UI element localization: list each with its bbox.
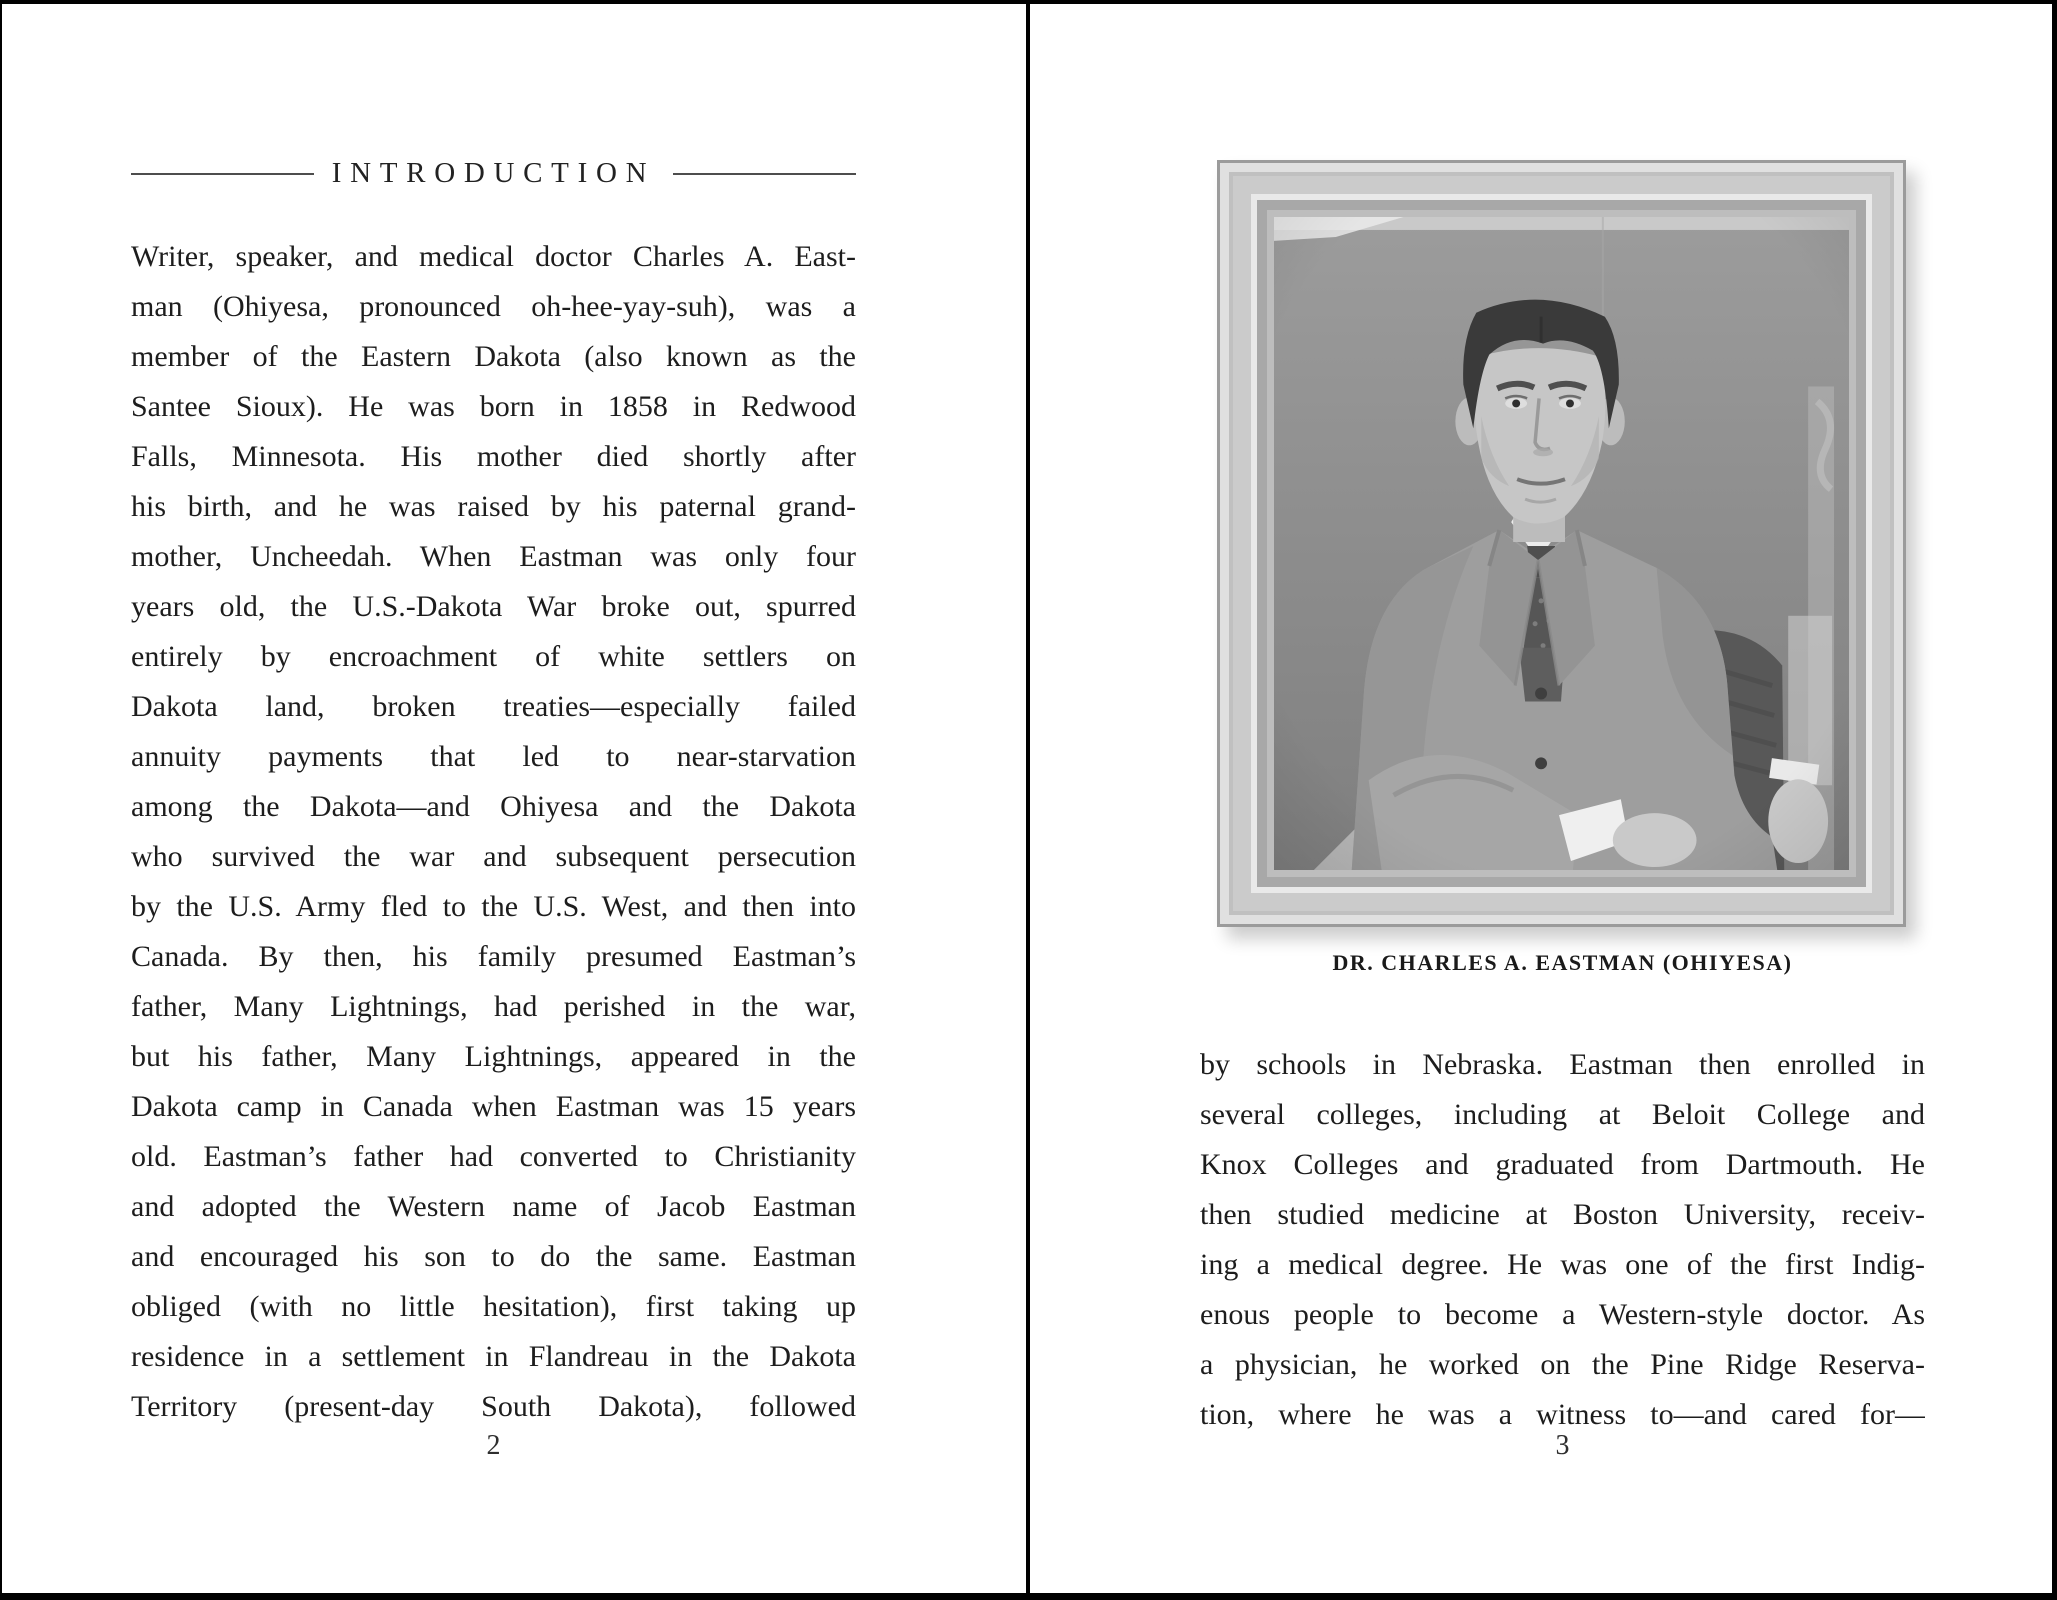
text-line: old. Eastman’s father had converted to Christianity: [131, 1140, 856, 1173]
portrait-caption: DR. CHARLES A. EASTMAN (OHIYESA): [1332, 950, 1793, 975]
text-line: a physician, he worked on the Pine Ridge Reserva-: [1200, 1348, 1925, 1381]
text-line: annuity payments that led to near-starvation: [131, 740, 856, 773]
screen-border-left: [0, 0, 2, 1600]
page-divider: [1026, 0, 1030, 1600]
text-line: then studied medicine at Boston University, receiv-: [1200, 1198, 1925, 1231]
portrait-photo: [1274, 217, 1849, 870]
text-line: Falls, Minnesota. His mother died shortly after: [131, 440, 856, 473]
text-line: among the Dakota—and Ohiyesa and the Dakota: [131, 790, 856, 823]
text-line: several colleges, including at Beloit College and: [1200, 1098, 1925, 1131]
picture-frame: [1217, 160, 1906, 927]
text-line: but his father, Many Lightnings, appeared in the: [131, 1040, 856, 1073]
body-text-right: [1200, 1040, 1925, 1440]
chapter-title: INTRODUCTION: [331, 156, 656, 189]
text-line: member of the Eastern Dakota (also known as the: [131, 340, 856, 373]
heading-rule-right: [673, 173, 856, 175]
text-line: entirely by encroachment of white settlers on: [131, 640, 856, 673]
page-number-left: 2: [486, 1430, 501, 1461]
text-line: ing a medical degree. He was one of the first Indig-: [1200, 1248, 1925, 1281]
text-line: Santee Sioux). He was born in 1858 in Redwood: [131, 390, 856, 423]
portrait-photo-illustration: [1274, 217, 1849, 870]
text-line: by the U.S. Army fled to the U.S. West, and then into: [131, 890, 856, 923]
text-line: and adopted the Western name of Jacob Eastman: [131, 1190, 856, 1223]
text-line: obliged (with no little hesitation), first taking up: [131, 1290, 856, 1323]
text-line: father, Many Lightnings, had perished in the war,: [131, 990, 856, 1023]
text-line: enous people to become a Western-style doctor. As: [1200, 1298, 1925, 1331]
text-line: Dakota land, broken treaties—especially failed: [131, 690, 856, 723]
heading-rule-left: [131, 173, 314, 175]
text-line: Knox Colleges and graduated from Dartmouth. He: [1200, 1148, 1925, 1181]
text-line: by schools in Nebraska. Eastman then enrolled in: [1200, 1048, 1925, 1081]
chapter-heading: [131, 146, 856, 202]
text-line: his birth, and he was raised by his paternal grand-: [131, 490, 856, 523]
text-line: Writer, speaker, and medical doctor Charles A. East-: [131, 240, 856, 273]
text-line: Dakota camp in Canada when Eastman was 15 years: [131, 1090, 856, 1123]
text-line: and encouraged his son to do the same. Eastman: [131, 1240, 856, 1273]
page-number-right: 3: [1555, 1430, 1570, 1461]
text-line: years old, the U.S.-Dakota War broke out, spurred: [131, 590, 856, 623]
screen-border-right: [2052, 0, 2057, 1600]
text-line: man (Ohiyesa, pronounced oh-hee-yay-suh), was a: [131, 290, 856, 323]
text-line: who survived the war and subsequent persecution: [131, 840, 856, 873]
text-line: Territory (present-day South Dakota), followed: [131, 1390, 856, 1423]
text-line: tion, where he was a witness to—and cared for—: [1200, 1398, 1925, 1431]
body-text-left: [131, 232, 856, 1432]
text-line: mother, Uncheedah. When Eastman was only four: [131, 540, 856, 573]
text-line: Canada. By then, his family presumed Eastman’s: [131, 940, 856, 973]
text-line: residence in a settlement in Flandreau in the Dakota: [131, 1340, 856, 1373]
